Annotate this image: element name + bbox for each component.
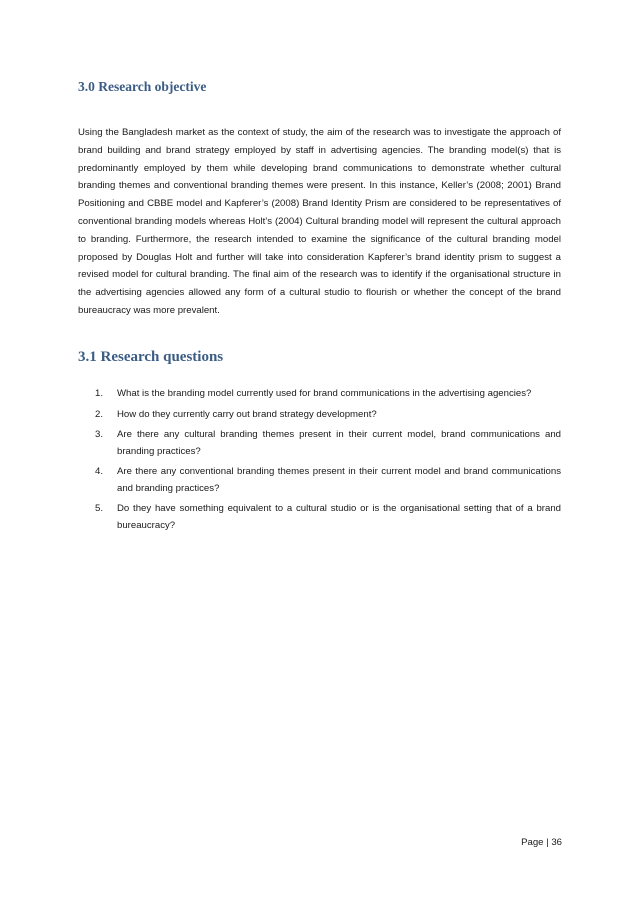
list-item bbox=[78, 464, 561, 497]
section-heading-research-questions: 3.1 Research questions bbox=[78, 349, 224, 365]
page-footer bbox=[521, 836, 562, 850]
list-item-number: 5. bbox=[95, 503, 104, 514]
list-item-text: Are there any conventional branding themes present in their current model and brand communications and branding practices? bbox=[117, 466, 561, 494]
list-item bbox=[78, 501, 561, 534]
list-item-text: How do they currently carry out brand strategy development? bbox=[117, 408, 377, 420]
page-number: 36 bbox=[551, 837, 562, 848]
section-heading-research-objective: 3.0 Research objective bbox=[78, 79, 207, 94]
list-item bbox=[78, 386, 561, 403]
list-item-text: What is the branding model currently used for brand communications in the advertising agencies? bbox=[117, 388, 532, 399]
list-item-text: Are there any cultural branding themes present in their current model, brand communications and branding practices? bbox=[117, 429, 561, 457]
objective-paragraph: Using the Bangladesh market as the context of study, the aim of the research was to investigate the approach of brand building and brand strategy employed by staff in advertising agencies. The branding model(s) that is predominantly employed by them while developing brand communications to demonstrate whether cultural branding themes and conventional branding themes were present. In this instance, Keller’s (2008; 2001) Brand Positioning and CBBE model and Kapferer’s (2008) Brand Identity Prism are considered to be representatives of conventional branding models whereas Holt’s (2004) Cultural branding model will represent the cultural approach to branding. Furthermore, the research intended to examine the significance of the cultural branding model proposed by Douglas Holt and further will take into consideration Kapferer’s brand identity prism to suggest a revised model for cultural branding. The final aim of the research was to identify if the organisational structure in the advertising agencies allowed any form of a cultural studio to flourish or whether the concept of the brand bureaucracy was more prevalent. bbox=[78, 127, 561, 316]
list-item bbox=[78, 427, 561, 460]
list-item bbox=[78, 407, 561, 424]
list-item-text: Do they have something equivalent to a cultural studio or is the organisational setting that of a brand bureaucracy? bbox=[117, 503, 561, 531]
research-questions-list bbox=[78, 386, 561, 538]
list-item-number: 1. bbox=[95, 388, 104, 399]
page-separator: | bbox=[546, 837, 549, 848]
list-item-number: 2. bbox=[95, 408, 104, 420]
list-item-number: 3. bbox=[95, 429, 104, 440]
list-item-number: 4. bbox=[95, 466, 104, 477]
page-label: Page bbox=[521, 837, 544, 848]
